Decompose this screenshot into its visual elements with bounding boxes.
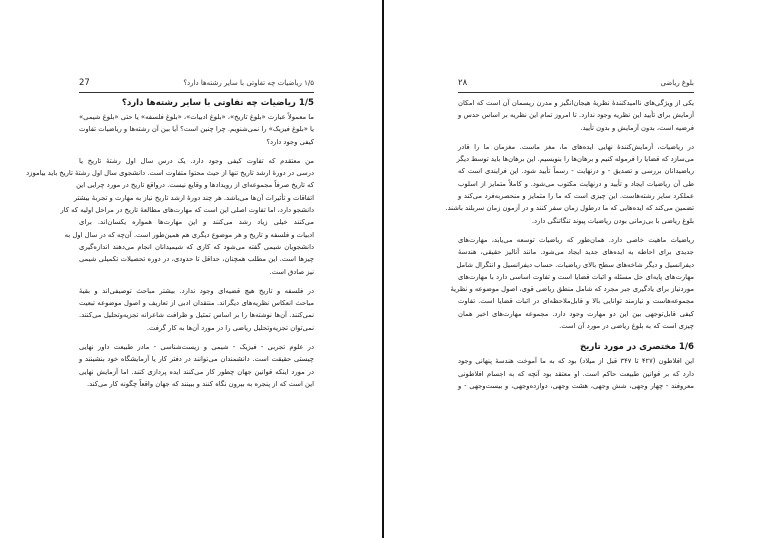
body-line: چیستی حقیقت است. دانشمندان می‌توانند در دفتر کار یا آزمایشگاه خود بنشینند و [79,355,314,364]
body-line: می‌کنند خیلی زیاد رشد می‌کنند و این مهارت‌ها همواره یکسان‌اند. برای [79,218,314,227]
body-line: ریاضیدانان بررسی و تصدیق - و درنهایت - رسماً تأیید شود. این فرایندی است که [458,167,694,176]
body-line: دارد که بر قوانین طبیعت حاکم است. او معتقد بود آنچه که به اجسام افلاطونی [458,369,694,378]
right-page-body [445,97,694,392]
section-heading: 1/6 مختصری در مورد تاریخ [579,342,694,353]
body-line: می‌سازد که قضایا را فرموله کنیم و برهان‌ها را بنویسیم. این برهان‌ها باید توسط دیگر [456,155,694,164]
body-line: فرضیه است، بدون آزمایش و بدون تأیید. [580,123,694,132]
body-line: عملکرد سایر رشته‌هاست. این چیزی است که ما را متمایز و منحصربه‌فرد می‌کند و [458,192,694,201]
page-number: 27 [79,78,90,88]
body-line: مباحث انعکاس نظریه‌های دیگراند. منتقدان ادبی از تعاریف و اصول موضوعه تبعیت [79,299,314,308]
right-page [384,0,768,538]
body-line: موردنیاز برای یادگیری جبر مجرد که شامل منطق ریاضی قوی، اصول موضوعه و نظریهٔ [450,285,694,294]
body-line: در مورد اینکه قوانین جهان چطور کار می‌کنند ایده پردازی کنند. اما آزمایش نهایی [79,367,314,376]
body-line: کیفی وجود دارد؟ [266,137,314,146]
left-page-header [79,80,314,93]
section-heading: 1/5 ریاضیات چه تفاوتی با سایر رشته‌ها دارد؟ [121,98,314,108]
body-line: آزمایش برای تأیید این نظریه وجود ندارد. تا امروز تمام این نظریه بر اساس حدس و [458,111,694,120]
body-line: درسی در دورهٔ ارشد تاریخ تنها از حیث محتوا متفاوت است. دانشجوی سال اول رشتهٔ تاریخ باید بیاموزد [26,169,314,178]
body-line: چیزی است که به بلوغ ریاضی در مورد آن است. [559,322,694,331]
left-page-body [26,95,314,390]
body-line: ادبیات و فلسفه و تاریخ و هر موضوع دیگری هم همین‌طور است. آن‌چه که در سال اول به [64,230,314,239]
body-line: مجموعه‌هاست و نیازمند توانایی بالا و قابل‌ملاحظه‌ای در اثبات قضایا است. تفاوت [458,297,694,306]
running-head: بلوغ ریاضی [660,79,694,87]
body-line: بلوغ ریاضی با بی‌زمانی بودن ریاضیات پیوند تنگاتنگی دارد. [531,216,694,225]
body-line: که تاریخ صرفاً مجموعه‌ای از رویدادها و وقایع نیست. درواقع تاریخ در مورد چرایی این [76,181,314,190]
body-line: نمی‌کنند. آن‌ها نوشته‌ها را بر اساس تمثیل و ظرافت شاعرانه تجزیه‌وتحلیل می‌کنند. [79,311,314,320]
body-line: یکی از ویژگی‌های ناامیدکنندهٔ نظریهٔ هیجان‌انگیز و مدرن ریسمان آن است که امکان [458,99,694,107]
running-head: ۱/۵ ریاضیات چه تفاوتی با سایر رشته‌ها دارد؟ [183,79,314,87]
body-line: دیفرانسیل و دیگر شاخه‌های سطح بالای ریاضیات. حساب دیفرانسیل و انتگرال شامل [456,260,694,269]
body-line: چیزها است. این مطلب همچنان، حداقل تا حدودی، در دوره تحصیلات تکمیلی شیمی [79,255,314,264]
right-page-header [458,80,694,93]
body-line: ما معمولاً عبارت «بلوغ تاریخ»، «بلوغ ادبیات»، «بلوغ فلسفه» یا حتی «بلوغ شیمی» [79,113,314,121]
body-line: دانشجو دارد، اما تفاوت اصلی این است که مهارت‌های مطالعهٔ تاریخ در مراحل اولیه که کار [60,206,314,215]
body-line: نمی‌توان تجزیه‌وتحلیل ریاضی را در مورد آن‌ها به کار گرفت. [146,323,314,332]
body-line: نیز صادق است. [269,267,314,276]
body-line: من معتقدم که تفاوت کیفی وجود دارد. یک درس سال اول رشتهٔ تاریخ یا [79,156,314,165]
body-line: مهارت‌های پایه‌ای حل مسئله و اثبات قضایا است و تفاوت اساسی دارد با مهارت‌های [458,272,694,281]
body-line: در ریاضیات، آزمایش‌کنندهٔ نهایی ایده‌های ما، مغز ماست. مغزمان ما را قادر [458,142,694,151]
body-line: در فلسفه و تاریخ هیچ قضیه‌ای وجود ندارد. بیشتر مباحث توصیفی‌اند و بقیهٔ [79,286,314,295]
body-line: در علوم تجربی - فیزیک - شیمی و زیست‌شناسی - مادر طبیعت داور نهایی [79,343,314,352]
body-line: ریاضیات ماهیت خاصی دارد. همان‌طور که ریاضیات توسعه می‌یابد، مهارت‌های [458,235,694,244]
body-line: طی آن ریاضیات ایجاد و تأیید و درنهایت مکتوب می‌شود. و کاملاً متمایز از اسلوب [458,179,694,188]
body-line: تضمین می‌کند که ایده‌هایی که ما درطول زمان سفر کنند و در آزمون زمان سربلند باشند. [445,204,694,213]
body-line: کیفی قابل‌توجهی بین این دو مهارت وجود دارد. مجموعه مهارت‌های اخیر همان [458,309,694,318]
body-line: یا «بلوغ فیزیک» را نمی‌شنویم. چرا چنین است؟ آیا بین آن رشته‌ها و ریاضیات تفاوت [78,125,314,134]
body-line: این است که از پنجره به بیرون نگاه کنند و ببینند که جهان واقعاً چگونه کار می‌کند. [86,379,314,388]
body-line: معروفند - چهار وجهی، شش وجهی، هشت وجهی، دوازده‌وجهی، و بیست‌وجهی - و [458,381,694,390]
body-line: جدیدی برای احاطه به ایده‌های جدید ایجاد می‌شود. مانند آنالیز حقیقی، هندسهٔ [458,248,694,257]
left-page [0,0,382,538]
body-line: دانشجویان شیمی گفته می‌شود که کاری که شیمیدانان انجام می‌دهند اندازه‌گیری [79,242,314,251]
body-line: اتفاقات و تأثیرات آن‌ها می‌باشد. هر چند دورهٔ ارشد تاریخ نیاز به مهارت و تجربهٔ بیشتر [73,193,314,202]
body-line: این افلاطون (۴۲۷ تا ۳۴۷ قبل از میلاد) بود که به ما آموخت هندسهٔ پنهانی وجود [458,357,694,366]
page-number: ۲۸ [458,78,468,88]
